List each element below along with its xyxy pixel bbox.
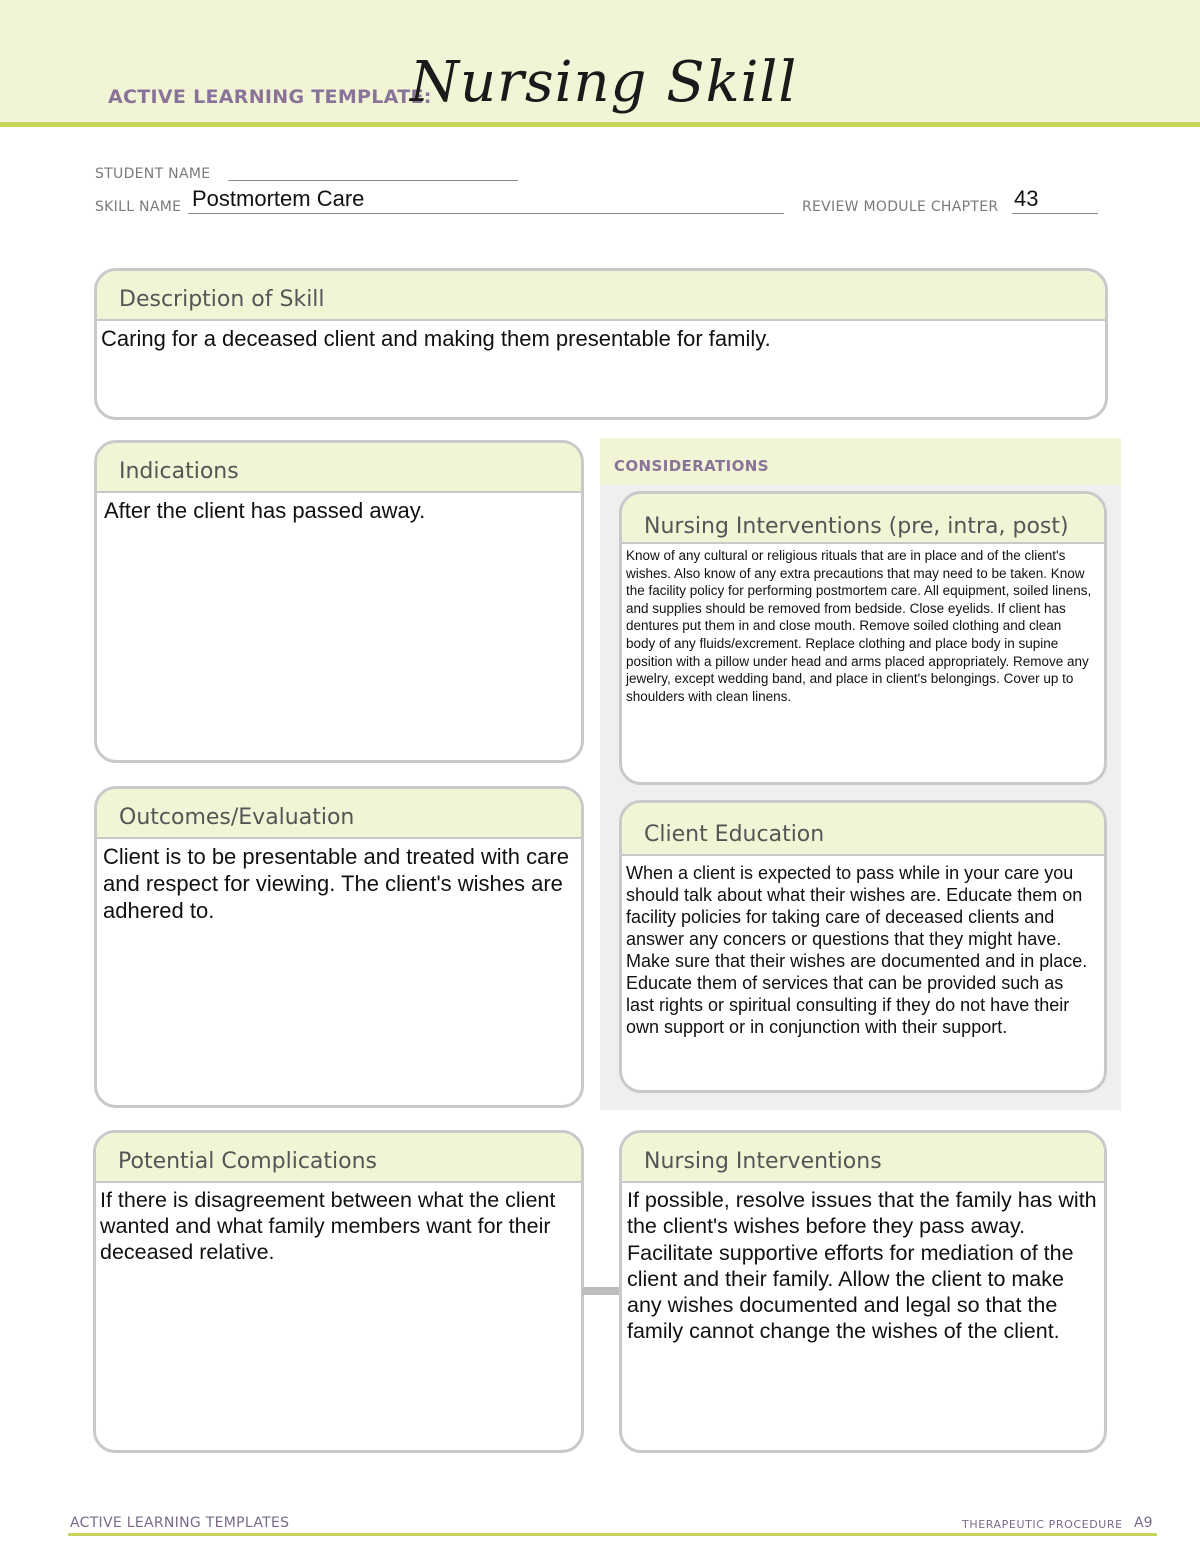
student-name-field[interactable] [228,180,518,181]
complications-title: Potential Complications [96,1133,581,1183]
review-module-field[interactable] [1012,213,1098,214]
client-education-text: When a client is expected to pass while in your care you should talk about what their wishes are. Educate them on facility policies for taking care of deceased clients and answer any concers or questions that they might have. Make sure that their wishes are documented and in place. Educate them of services that can be provided such as last rights or spiritual consulting if they do not have their own support or in conjunction with their support. [626,863,1088,1037]
client-education-title: Client Education [622,803,1104,856]
indications-text: After the client has passed away. [104,498,426,523]
description-text: Caring for a deceased client and making them presentable for family. [101,326,771,351]
skill-name-label: SKILL NAME [95,199,182,215]
outcomes-box [94,786,584,1108]
client-education-box [619,800,1107,1093]
review-module-value: 43 [1014,186,1039,211]
indications-title: Indications [97,443,581,493]
footer-right: THERAPEUTIC PROCEDURE [962,1518,1123,1531]
description-box [94,268,1108,420]
nursing-interventions-pip-title: Nursing Interventions (pre, intra, post) [622,494,1104,544]
review-module-label: REVIEW MODULE CHAPTER [802,199,999,215]
considerations-label: CONSIDERATIONS [614,457,769,475]
nursing-interventions-box [619,1130,1107,1453]
outcomes-text: Client is to be presentable and treated with care and respect for viewing. The client's wishes are adhered to. [103,844,569,923]
footer-rule [68,1533,1157,1536]
footer-left: ACTIVE LEARNING TEMPLATES [70,1515,290,1531]
nursing-interventions-title: Nursing Interventions [622,1133,1104,1183]
template-title: Nursing Skill [410,50,798,115]
complications-text: If there is disagreement between what the client wanted and what family members want for their deceased relative. [100,1188,556,1264]
nursing-interventions-text: If possible, resolve issues that the family has with the client's wishes before they pass away. Facilitate supportive efforts for mediation of the client and their family. Allow the client to make any wishes documented and legal so that the family cannot change the wishes of the client. [627,1188,1097,1344]
connector-bar [582,1287,621,1295]
student-name-label: STUDENT NAME [95,166,211,182]
indications-box [94,440,584,763]
template-label: ACTIVE LEARNING TEMPLATE: [108,86,432,108]
skill-name-value: Postmortem Care [192,186,365,211]
nursing-interventions-pip-text: Know of any cultural or religious rituals that are in place and of the client's wishes. Also know of any extra precautions that may need to be taken. Know the facility policy for performing postmortem care. All equipment, soiled linens, and supplies should be removed from bedside. Close eyelids. If client has dentures put them in and close mouth. Remove soiled clothing and clean body of any fluids/excrement. Replace clothing and place body in supine position with a pillow under head and arms placed appropriately. Remove any jewelry, except wedding band, and place in client's belongings. Cover up to shoulders with clean linens. [626,548,1092,704]
outcomes-title: Outcomes/Evaluation [97,789,581,839]
complications-box [93,1130,584,1453]
nursing-interventions-pip-box [619,491,1107,785]
header-rule [0,122,1200,127]
skill-name-field[interactable] [188,213,784,214]
description-title: Description of Skill [97,271,1105,321]
footer-page-number: A9 [1134,1515,1153,1531]
